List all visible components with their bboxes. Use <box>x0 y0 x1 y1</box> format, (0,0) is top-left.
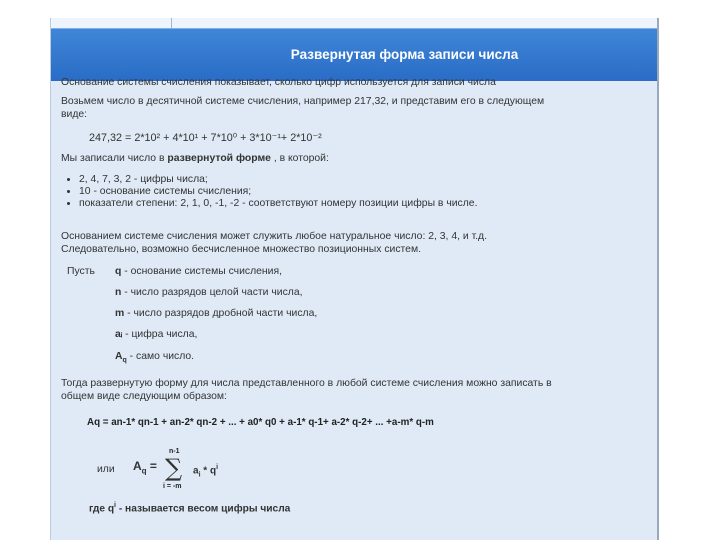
expansion-formula: 247,32 = 2*10² + 4*10¹ + 7*10⁰ + 3*10⁻¹+ 2*10⁻² <box>89 132 322 144</box>
def-text: - само число. <box>126 351 195 362</box>
panel-right-border <box>657 18 659 540</box>
paragraph-general-line1: Тогда развернутую форму для числа представленного в любой системе счисления можно записать в <box>61 378 552 389</box>
let-word: Пусть <box>67 266 95 277</box>
expanded-form-post: , в которой: <box>273 153 329 164</box>
list-item: • показатели степени: 2, 1, 0, -1, -2 - соответствуют номеру позиции цифры в числе. <box>79 198 477 209</box>
def-text: - число разрядов дробной части числа, <box>124 308 318 319</box>
def-symbol: m <box>115 308 125 319</box>
expanded-form-pre: Мы записали число в <box>61 153 165 164</box>
definition-n <box>115 287 303 298</box>
definition-aq <box>115 351 194 364</box>
definition-ai <box>115 329 197 340</box>
sum-lhs-sub: q <box>141 466 147 476</box>
sum-term-sup: i <box>216 464 219 471</box>
def-symbol: A <box>115 351 123 362</box>
definition-m <box>115 308 317 319</box>
sum-lhs-symbol: A <box>133 459 142 473</box>
paragraph-general-line2: общем виде следующим образом: <box>61 391 227 402</box>
sum-term-q: * q <box>203 465 217 477</box>
content-panel <box>50 18 658 540</box>
sum-term-a: a <box>193 465 199 477</box>
sum-symbol: ∑ <box>165 454 183 482</box>
sum-term-sub: i <box>198 471 201 479</box>
paragraph-base-any-line1: Основанием системе счисления может служить любое натуральное число: 2, 3, 4, и т.д. <box>61 231 488 242</box>
def-symbol-sub: q <box>122 357 127 365</box>
def-symbol: n <box>115 287 122 298</box>
def-text: - цифра числа, <box>122 329 198 340</box>
weight-sup: i <box>114 502 116 509</box>
page-title: Развернутая форма записи числа <box>290 47 519 62</box>
sum-upper-limit: n-1 <box>169 448 180 455</box>
paragraph-base-definition: Основание системы счисления показывает, сколько цифр используется для записи числа <box>61 77 496 88</box>
paragraph-example-line2: виде: <box>61 109 88 120</box>
list-item: • 2, 4, 7, 3, 2 - цифры числа; <box>79 174 477 185</box>
definition-q <box>115 266 282 277</box>
title-bar <box>51 28 658 81</box>
sum-lhs <box>133 459 157 475</box>
weight-definition <box>89 502 290 514</box>
sum-eq: = <box>149 459 157 473</box>
expanded-form-bold: развернутой форме <box>167 153 271 164</box>
general-formula: Aq = an-1* qn-1 + an-2* qn-2 + ... + a0* q0 + a-1* q-1+ a-2* q-2+ ... +a-m* q-m <box>87 417 434 428</box>
or-word: или <box>97 464 115 475</box>
def-text: - число разрядов целой части числа, <box>121 287 303 298</box>
def-symbol: q <box>115 266 122 277</box>
top-strip-segment <box>51 18 172 28</box>
sum-lower-limit: i = -m <box>163 483 182 490</box>
weight-post: - называется весом цифры числа <box>116 503 291 515</box>
def-symbol: aᵢ <box>115 329 123 340</box>
weight-pre: где q <box>89 503 115 515</box>
paragraph-expanded-form <box>61 153 329 164</box>
list-item: • 10 - основание системы счисления; <box>79 186 477 197</box>
paragraph-base-any-line2: Следовательно, возможно бесчисленное множество позиционных систем. <box>61 244 421 255</box>
bullet-list <box>61 174 477 210</box>
top-strip <box>51 18 658 28</box>
sum-term <box>193 464 218 478</box>
paragraph-example-line1: Возьмем число в десятичной системе счисления, например 217,32, и представим его в следующем <box>61 96 545 107</box>
def-text: - основание системы счисления, <box>121 266 282 277</box>
